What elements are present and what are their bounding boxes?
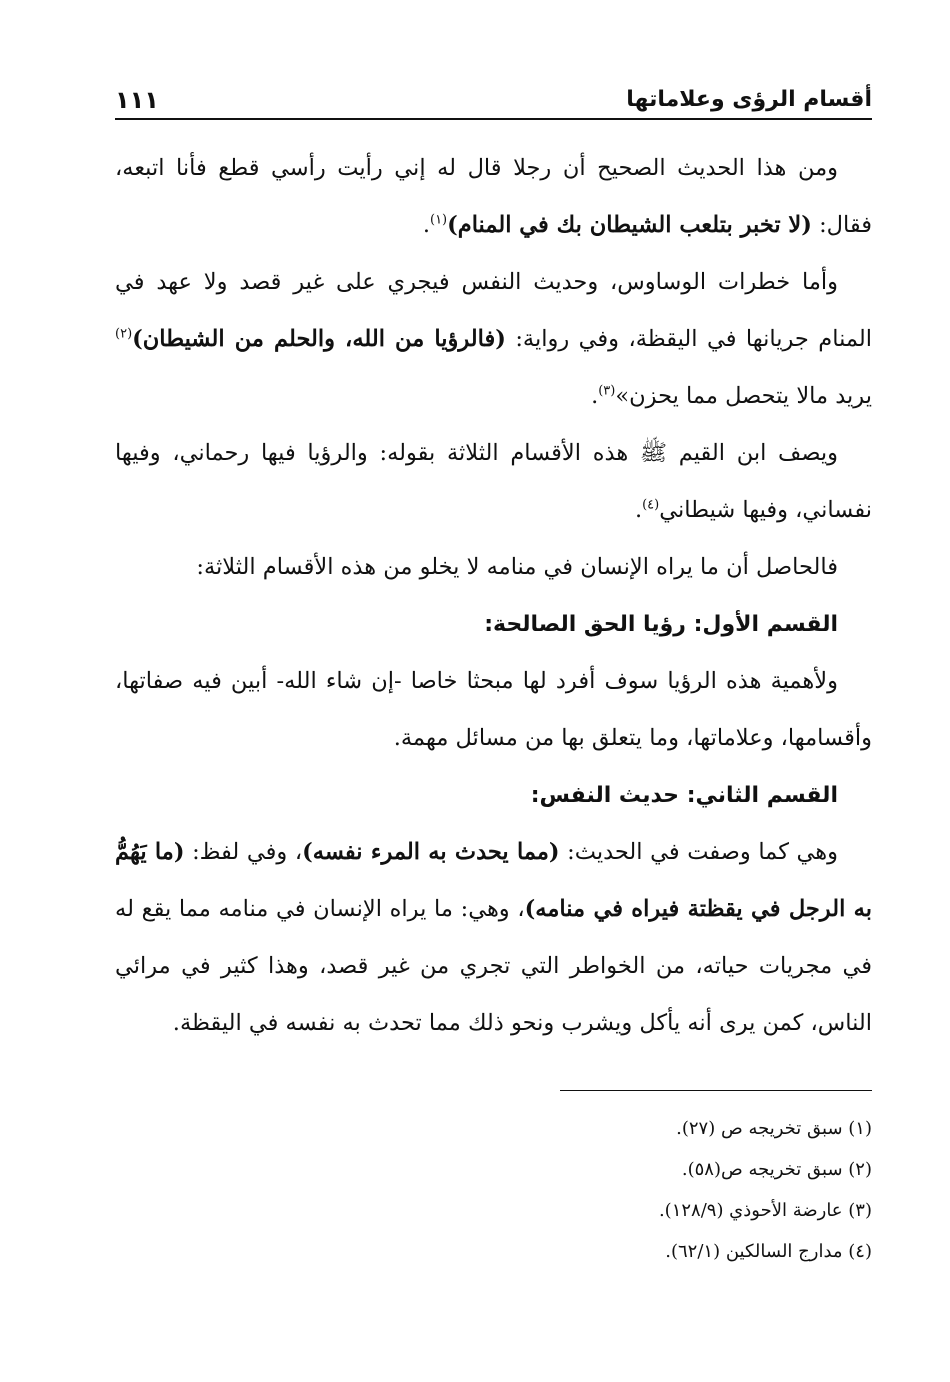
footnote-ref: (٢): [115, 326, 133, 342]
text-run: ويصف ابن القيم ﷺ هذه الأقسام الثلاثة بقوله: والرؤيا فيها رحماني، وفيها نفساني، وفيها شيطاني: [115, 440, 872, 523]
text-run: وأما خطرات الوساوس، وحديث النفس فيجري على غير قصد ولا عهد في المنام جريانها في اليقظة، وفي رواية:: [115, 269, 872, 352]
footnotes: [115, 1108, 872, 1272]
paragraph-4: فالحاصل أن ما يراه الإنسان في منامه لا يخلو من هذه الأقسام الثلاثة:: [196, 554, 838, 580]
paragraph-3: [115, 425, 872, 539]
hadith-quote: (مما يحدث به المرء نفسه): [302, 839, 560, 865]
paragraph-2: [115, 254, 872, 425]
paragraph-6: [115, 824, 872, 1052]
footnote-ref: (٣): [598, 383, 616, 399]
footnote-4: (٤) مدارج السالكين (٦٢/١).: [665, 1241, 872, 1262]
footnote-ref: (١): [429, 212, 448, 228]
text-run: وهي كما وصفت في الحديث:: [559, 839, 839, 865]
footnote-3: (٣) عارضة الأحوذي (١٢٨/٩).: [658, 1200, 872, 1221]
footnote-2: (٢) سبق تخريجه ص(٥٨).: [681, 1159, 872, 1180]
text-run: يريد مالا يتحصل مما يحزن»: [615, 383, 872, 409]
page-header: [115, 72, 872, 120]
text-run: ، وفي لفظ:: [184, 839, 303, 865]
main-text: [115, 140, 872, 1052]
running-title: أقسام الرؤى وعلاماتها: [626, 87, 872, 112]
footnote-1: (١) سبق تخريجه ص (٢٧).: [676, 1118, 872, 1139]
text-run: .: [422, 212, 430, 238]
text-run: ومن هذا الحديث الصحيح أن رجلا قال له إني رأيت رأسي قطع فأنا اتبعه، فقال:: [115, 155, 872, 238]
hadith-quote: (فالرؤيا من الله، والحلم من الشيطان): [132, 326, 506, 352]
hadith-quote: (ما يَهُمُّ به الرجل في يقظتة فيراه في منامه): [115, 839, 872, 922]
hadith-quote: (لا تخبر بتلعب الشيطان بك في المنام): [447, 212, 812, 238]
section-heading-1: القسم الأول: رؤيا الحق الصالحة:: [484, 612, 838, 637]
footnote-divider: [560, 1090, 872, 1091]
text-run: .: [591, 383, 599, 409]
paragraph-1: [115, 140, 872, 254]
text-run: ، وهي: ما يراه الإنسان في منامه مما يقع له في مجريات حياته، من الخواطر التي تجري من غير قصد، وهذا كثير في مرائي الناس، كمن يرى أنه يأكل ويشرب ونحو ذلك مما تحدث به نفسه في اليقظة.: [115, 896, 872, 1036]
text-run: .: [634, 497, 643, 523]
page-number: ١١١: [115, 86, 159, 114]
paragraph-5: ولأهمية هذه الرؤيا سوف أفرد لها مبحثا خاصا -إن شاء الله- أبين فيه صفاتها، وأقسامها، وعلاماتها، وما يتعلق بها من مسائل مهمة.: [115, 668, 872, 751]
section-heading-2: القسم الثاني: حديث النفس:: [530, 783, 838, 808]
footnote-ref: (٤): [642, 497, 660, 513]
